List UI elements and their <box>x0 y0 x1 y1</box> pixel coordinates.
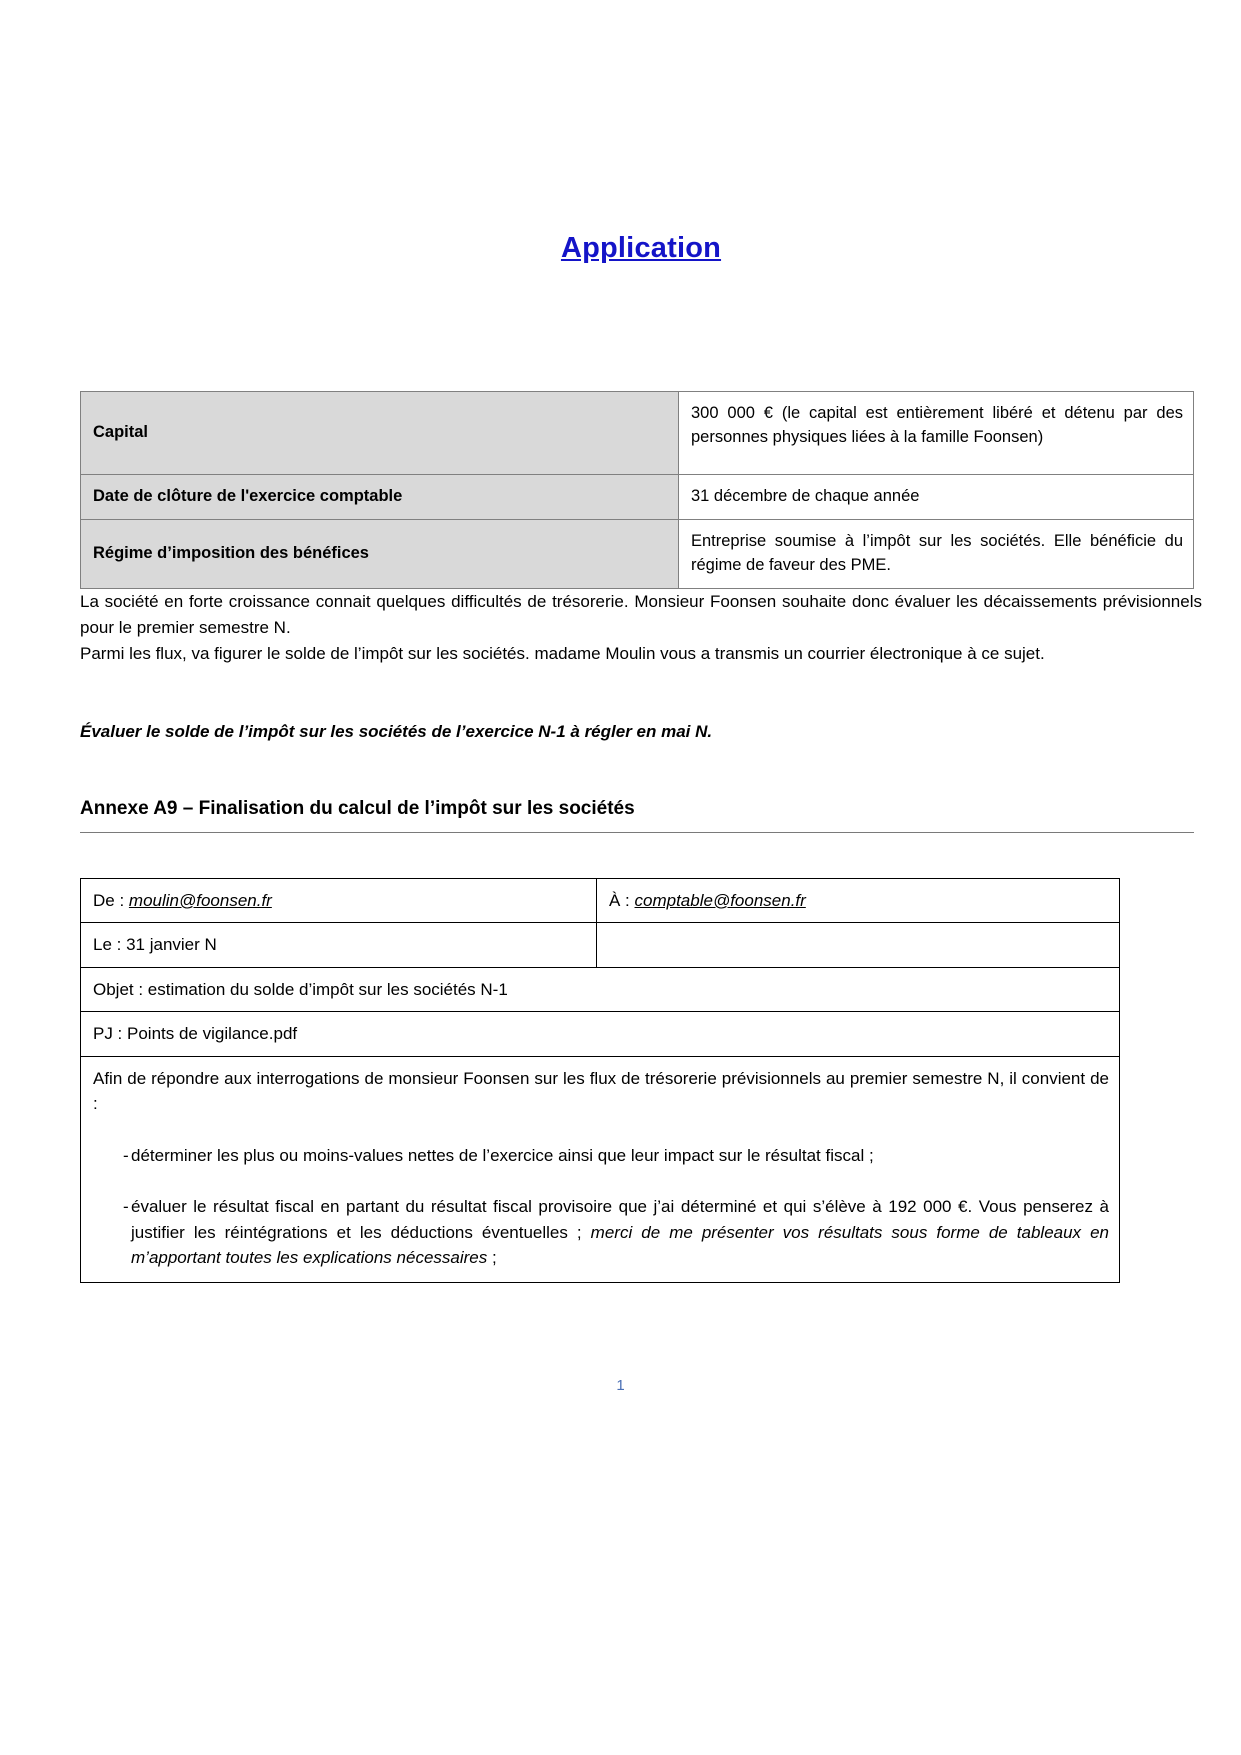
email-from-address[interactable]: moulin@foonsen.fr <box>128 890 272 910</box>
list-item-label: déterminer les plus ou moins-values nettes de l’exercice ainsi que leur impact sur le résultat fiscal ; <box>131 1145 874 1165</box>
list-item <box>93 1194 1109 1271</box>
list-item-label <box>131 1194 1109 1271</box>
table-row <box>81 1056 1120 1282</box>
info-label-tax-regime: Régime d’imposition des bénéfices <box>81 519 679 588</box>
info-value-capital: 300 000 € (le capital est entièrement libéré et détenu par des personnes physiques liées à la famille Foonsen) <box>679 392 1194 475</box>
table-row <box>81 967 1120 1012</box>
table-row <box>81 923 1120 968</box>
table-row <box>81 475 1194 520</box>
email-empty-cell <box>597 923 1120 968</box>
email-subject-cell: Objet : estimation du solde d’impôt sur les sociétés N-1 <box>81 967 1120 1012</box>
info-label-capital: Capital <box>81 392 679 475</box>
table-row <box>81 519 1194 588</box>
list-item-marker: - <box>123 1197 129 1217</box>
table-row <box>81 392 1194 475</box>
table-row <box>81 878 1120 923</box>
annexe-heading: Annexe A9 – Finalisation du calcul de l’impôt sur les sociétés <box>80 798 1194 833</box>
company-info-table <box>80 391 1194 589</box>
info-value-closing-date: 31 décembre de chaque année <box>679 475 1194 520</box>
page-title: Application <box>560 232 722 264</box>
email-from-cell <box>81 878 597 923</box>
email-body-list <box>93 1143 1109 1271</box>
email-date-cell: Le : 31 janvier N <box>81 923 597 968</box>
email-body-lead: Afin de répondre aux interrogations de monsieur Foonsen sur les flux de trésorerie prévisionnels au premier semestre N, il convient de : <box>93 1068 1109 1114</box>
email-attachment-cell[interactable]: PJ : Points de vigilance.pdf <box>81 1012 1120 1057</box>
paragraph-context-1: La société en forte croissance connait quelques difficultés de trésorerie. Monsieur Foonsen souhaite donc évaluer les décaissements prévisionnels pour le premier semestre N. <box>80 591 1202 638</box>
paragraph-context-2: Parmi les flux, va figurer le solde de l’impôt sur les sociétés. madame Moulin vous a transmis un courrier électronique à ce sujet. <box>80 644 1045 664</box>
email-from-label: De : <box>93 890 129 910</box>
table-row <box>81 1012 1120 1057</box>
list-item-text-italic: merci de me présenter vos résultats sous forme de tableaux en m’apportant toutes les explications nécessaires <box>131 1222 1109 1268</box>
page-number: 1 <box>616 1377 625 1394</box>
task-instruction: Évaluer le solde de l’impôt sur les sociétés de l’exercice N-1 à régler en mai N. <box>80 721 713 741</box>
info-label-closing-date: Date de clôture de l'exercice comptable <box>81 475 679 520</box>
list-item-text-part1: évaluer le résultat fiscal en partant du résultat fiscal provisoire que j’ai déterminé et qui s’élève à 192 000 €. Vous penserez à justifier les réintégrations et les déductions éventuelles ; <box>131 1197 1109 1242</box>
document-content <box>80 0 1202 1283</box>
email-to-cell <box>597 878 1120 923</box>
email-body-cell <box>81 1056 1120 1282</box>
email-table <box>80 878 1120 1283</box>
list-item-text-part2: ; <box>491 1248 497 1268</box>
list-item <box>93 1143 1109 1169</box>
email-to-label: À : <box>609 890 635 910</box>
info-value-tax-regime: Entreprise soumise à l’impôt sur les sociétés. Elle bénéficie du régime de faveur des PME. <box>679 519 1194 588</box>
list-item-marker: - <box>123 1145 129 1165</box>
email-to-address[interactable]: comptable@foonsen.fr <box>634 890 806 910</box>
